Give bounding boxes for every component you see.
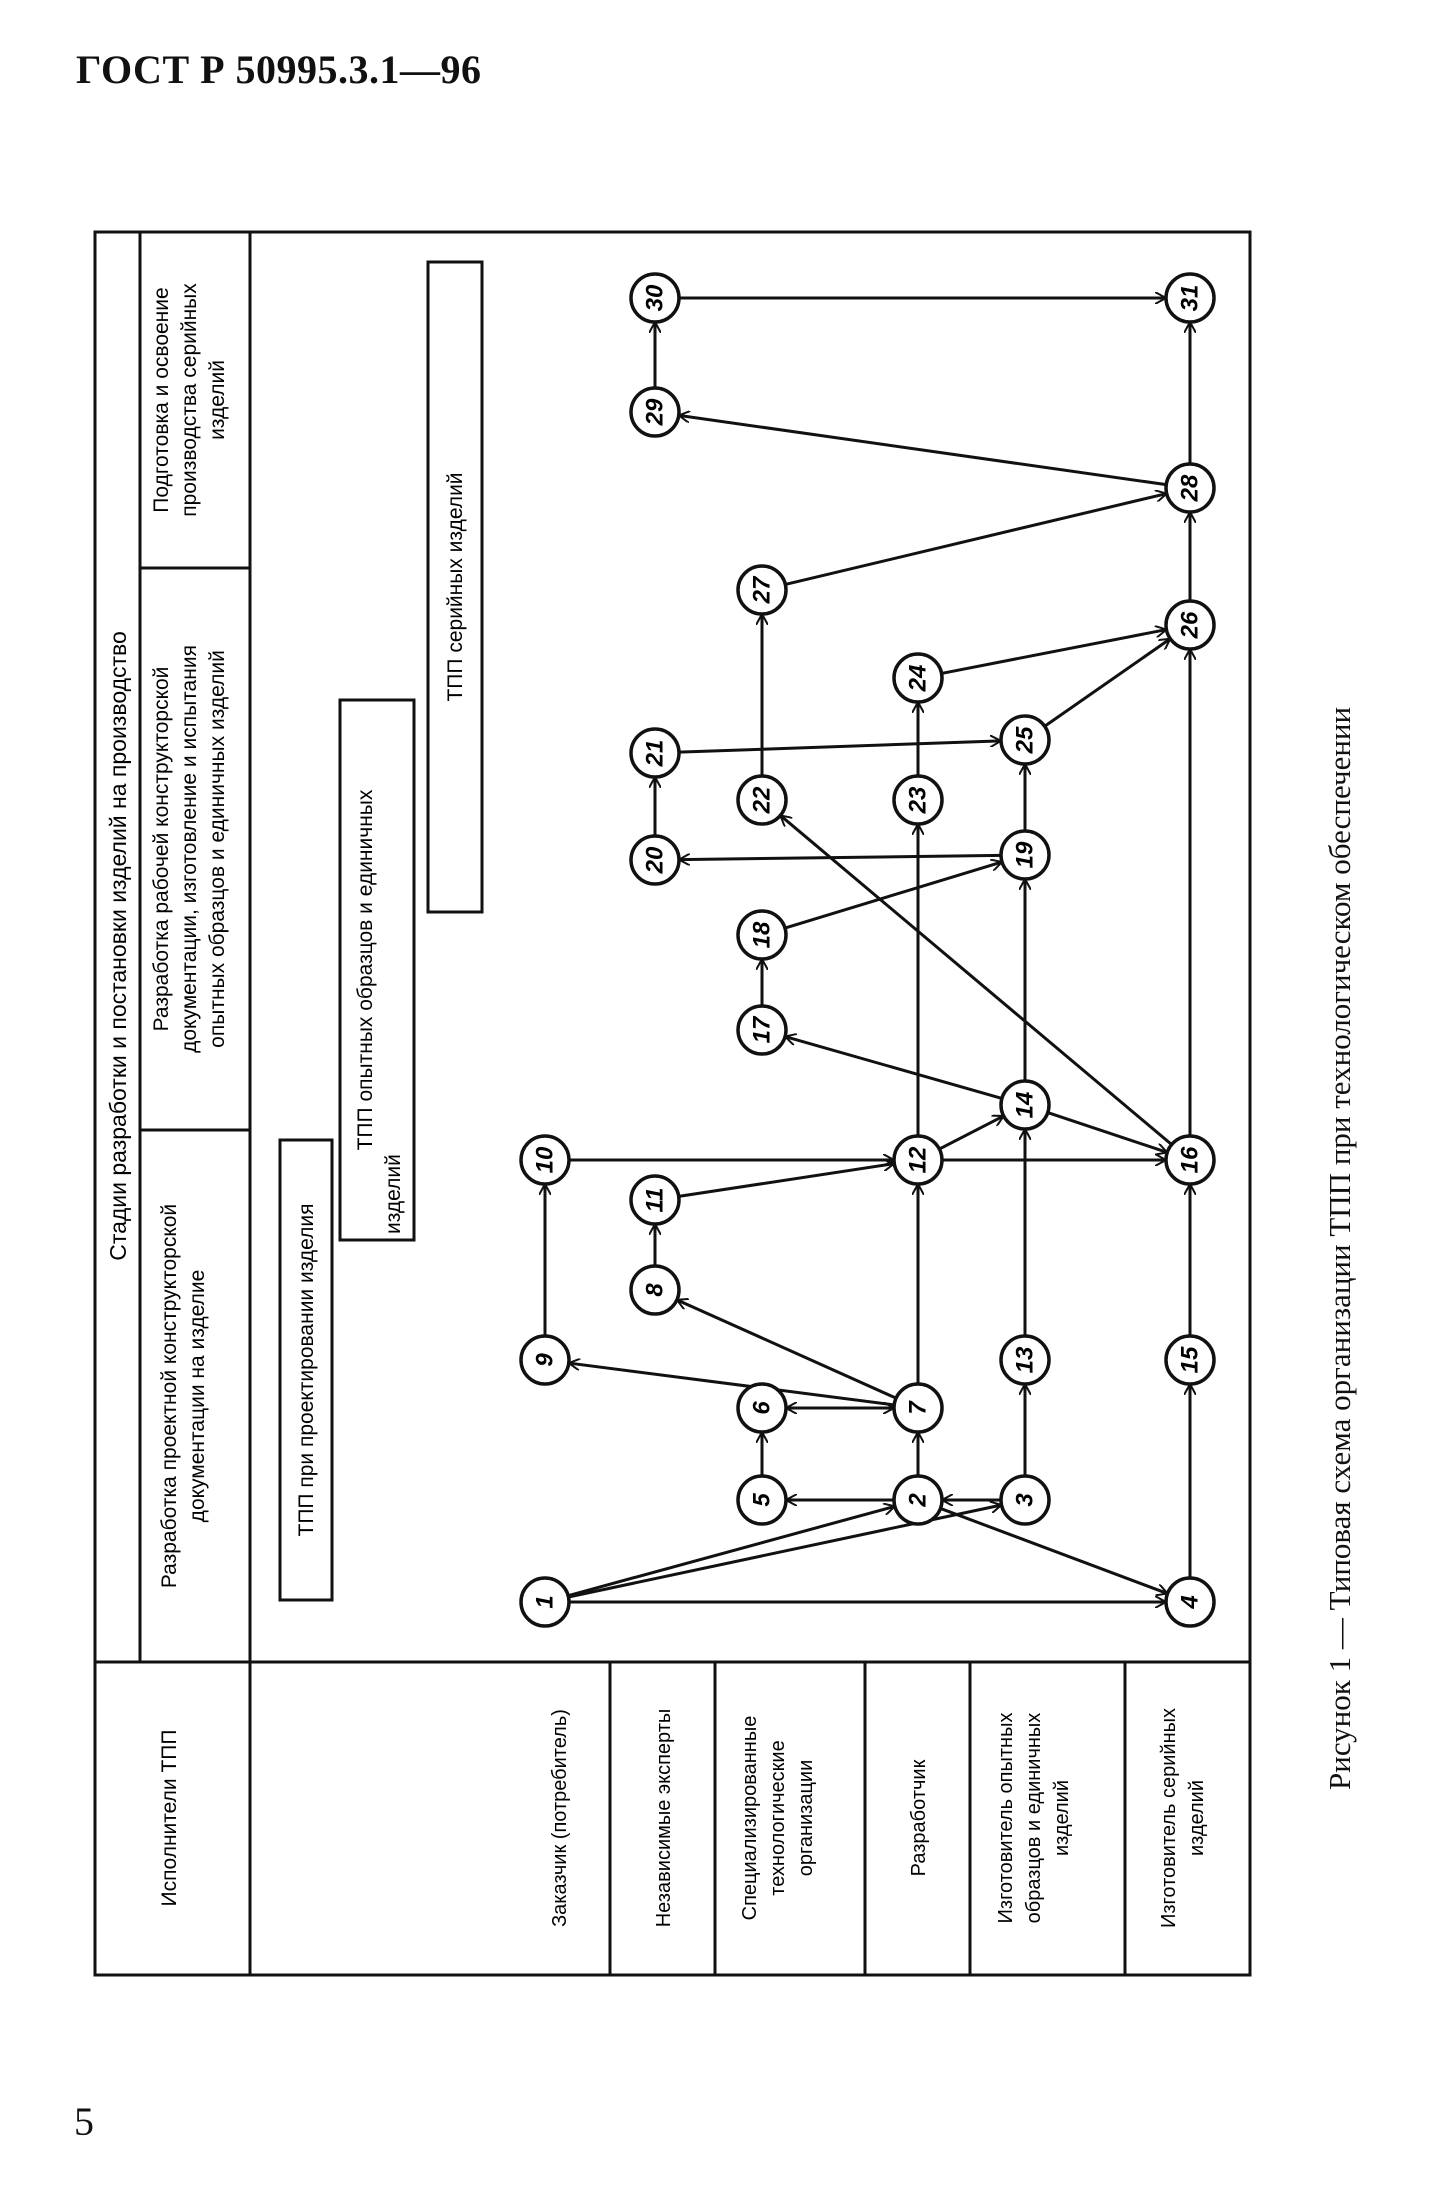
node-6 — [738, 1384, 786, 1432]
edge-11-12 — [679, 1164, 895, 1197]
edge-7-8 — [677, 1300, 896, 1398]
node-label: 30 — [641, 284, 669, 312]
node-4 — [1166, 1578, 1214, 1626]
performers-title: Исполнители ТПП — [158, 1729, 181, 1907]
node-label: 22 — [748, 786, 776, 814]
stages-header — [105, 283, 229, 1588]
performers-header — [158, 1708, 1208, 1928]
edge-2-4 — [940, 1508, 1167, 1593]
edge-7-9 — [569, 1363, 894, 1405]
node-label: 15 — [1176, 1346, 1204, 1374]
performer-specialized-line-1: Специализированные — [739, 1715, 761, 1921]
edge-12-14 — [939, 1116, 1003, 1149]
document-header: ГОСТ Р 50995.3.1—96 — [76, 47, 482, 92]
node-7 — [894, 1384, 942, 1432]
edge-14-17 — [785, 1037, 1002, 1099]
node-label: 1 — [531, 1595, 559, 1609]
figure-caption: Рисунок 1 — Типовая схема организации ТПП при технологическом обеспечении — [1322, 706, 1357, 1790]
edge-16-22 — [780, 815, 1171, 1144]
node-label: 6 — [748, 1401, 776, 1415]
performer-experts: Независимые эксперты — [653, 1708, 675, 1928]
node-10 — [521, 1136, 569, 1184]
stage-1-line-2: документации на изделие — [186, 1269, 209, 1523]
node-14 — [1001, 1081, 1049, 1129]
node-label: 7 — [904, 1401, 932, 1415]
node-label: 29 — [641, 398, 669, 426]
node-23 — [894, 776, 942, 824]
node-label: 10 — [531, 1146, 559, 1174]
performer-prototype-maker-line-3: изделий — [1051, 1779, 1073, 1857]
edge-28-29 — [679, 415, 1166, 484]
node-18 — [738, 911, 786, 959]
stage-2-line-2: документации, изготовление и испытания — [178, 645, 201, 1053]
node-13 — [1001, 1336, 1049, 1384]
node-29 — [631, 388, 679, 436]
node-label: 20 — [641, 846, 669, 874]
node-8 — [631, 1266, 679, 1314]
tpp-serial-label: ТПП серийных изделий — [444, 472, 467, 702]
node-label: 14 — [1011, 1091, 1039, 1119]
node-30 — [631, 274, 679, 322]
stage-2-line-3: опытных образцов и единичных изделий — [206, 650, 229, 1048]
node-label: 12 — [904, 1146, 932, 1174]
edge-27-28 — [785, 494, 1166, 585]
stage-2-line-1: Разработка рабочей конструкторской — [150, 666, 173, 1032]
node-2 — [894, 1476, 942, 1524]
diagram-edges — [545, 298, 1190, 1602]
page-number: 5 — [74, 2099, 94, 2144]
node-26 — [1166, 601, 1214, 649]
node-label: 9 — [531, 1353, 559, 1367]
node-label: 8 — [641, 1283, 669, 1297]
stage-1-line-1: Разработка проектной конструкторской — [158, 1203, 181, 1589]
stage-3-line-2: производства серийных — [178, 283, 201, 517]
node-label: 16 — [1176, 1146, 1204, 1174]
stage-3-line-3: изделий — [206, 360, 229, 440]
performer-serial-maker-line-2: изделий — [1186, 1779, 1208, 1857]
stage-3-line-1: Подготовка и освоение — [150, 287, 173, 513]
edge-25-26 — [1045, 639, 1171, 727]
performer-prototype-maker-line-1: Изготовитель опытных — [995, 1712, 1017, 1924]
tpp-prototype-label-line-2: изделий — [382, 1154, 405, 1234]
node-27 — [738, 566, 786, 614]
node-label: 5 — [748, 1493, 776, 1507]
node-label: 13 — [1011, 1346, 1039, 1374]
node-3 — [1001, 1476, 1049, 1524]
node-label: 11 — [641, 1187, 669, 1213]
performer-developer: Разработчик — [908, 1759, 930, 1877]
node-9 — [521, 1336, 569, 1384]
node-17 — [738, 1006, 786, 1054]
performer-specialized-line-2: технологические — [767, 1740, 789, 1896]
node-16 — [1166, 1136, 1214, 1184]
node-label: 27 — [748, 576, 776, 604]
node-19 — [1001, 831, 1049, 879]
edge-19-20 — [679, 855, 1001, 859]
edge-14-16 — [1048, 1113, 1167, 1153]
node-label: 4 — [1176, 1595, 1204, 1609]
node-28 — [1166, 464, 1214, 512]
node-11 — [631, 1176, 679, 1224]
node-label: 3 — [1011, 1493, 1039, 1507]
performer-customer: Заказчик (потребитель) — [549, 1709, 571, 1927]
node-label: 23 — [904, 786, 932, 814]
edge-1-3 — [568, 1505, 1001, 1597]
node-15 — [1166, 1336, 1214, 1384]
node-12 — [894, 1136, 942, 1184]
node-label: 21 — [641, 739, 669, 767]
node-label: 17 — [748, 1016, 776, 1044]
node-25 — [1001, 716, 1049, 764]
node-label: 2 — [904, 1493, 932, 1507]
node-label: 28 — [1176, 474, 1204, 502]
performer-serial-maker-line-1: Изготовитель серийных — [1158, 1708, 1180, 1928]
node-label: 18 — [748, 921, 776, 949]
performer-specialized-line-3: организации — [795, 1759, 817, 1877]
edge-21-25 — [679, 741, 1001, 752]
node-label: 24 — [904, 664, 932, 692]
tpp-prototype-label-line-1: ТПП опытных образцов и единичных — [354, 789, 377, 1151]
node-label: 31 — [1176, 284, 1204, 312]
node-24 — [894, 654, 942, 702]
node-22 — [738, 776, 786, 824]
performer-prototype-maker-line-2: образцов и единичных — [1023, 1712, 1045, 1924]
node-1 — [521, 1578, 569, 1626]
stages-title: Стадии разработки и постановки изделий на производство — [105, 631, 131, 1261]
node-5 — [738, 1476, 786, 1524]
node-31 — [1166, 274, 1214, 322]
node-label: 26 — [1176, 611, 1204, 639]
edge-18-19 — [785, 862, 1002, 928]
edge-24-26 — [942, 630, 1167, 674]
node-label: 19 — [1011, 841, 1039, 869]
edge-1-2 — [568, 1506, 895, 1595]
node-20 — [631, 836, 679, 884]
node-21 — [631, 729, 679, 777]
tpp-design-label: ТПП при проектировании изделия — [295, 1203, 318, 1537]
node-label: 25 — [1011, 726, 1039, 754]
